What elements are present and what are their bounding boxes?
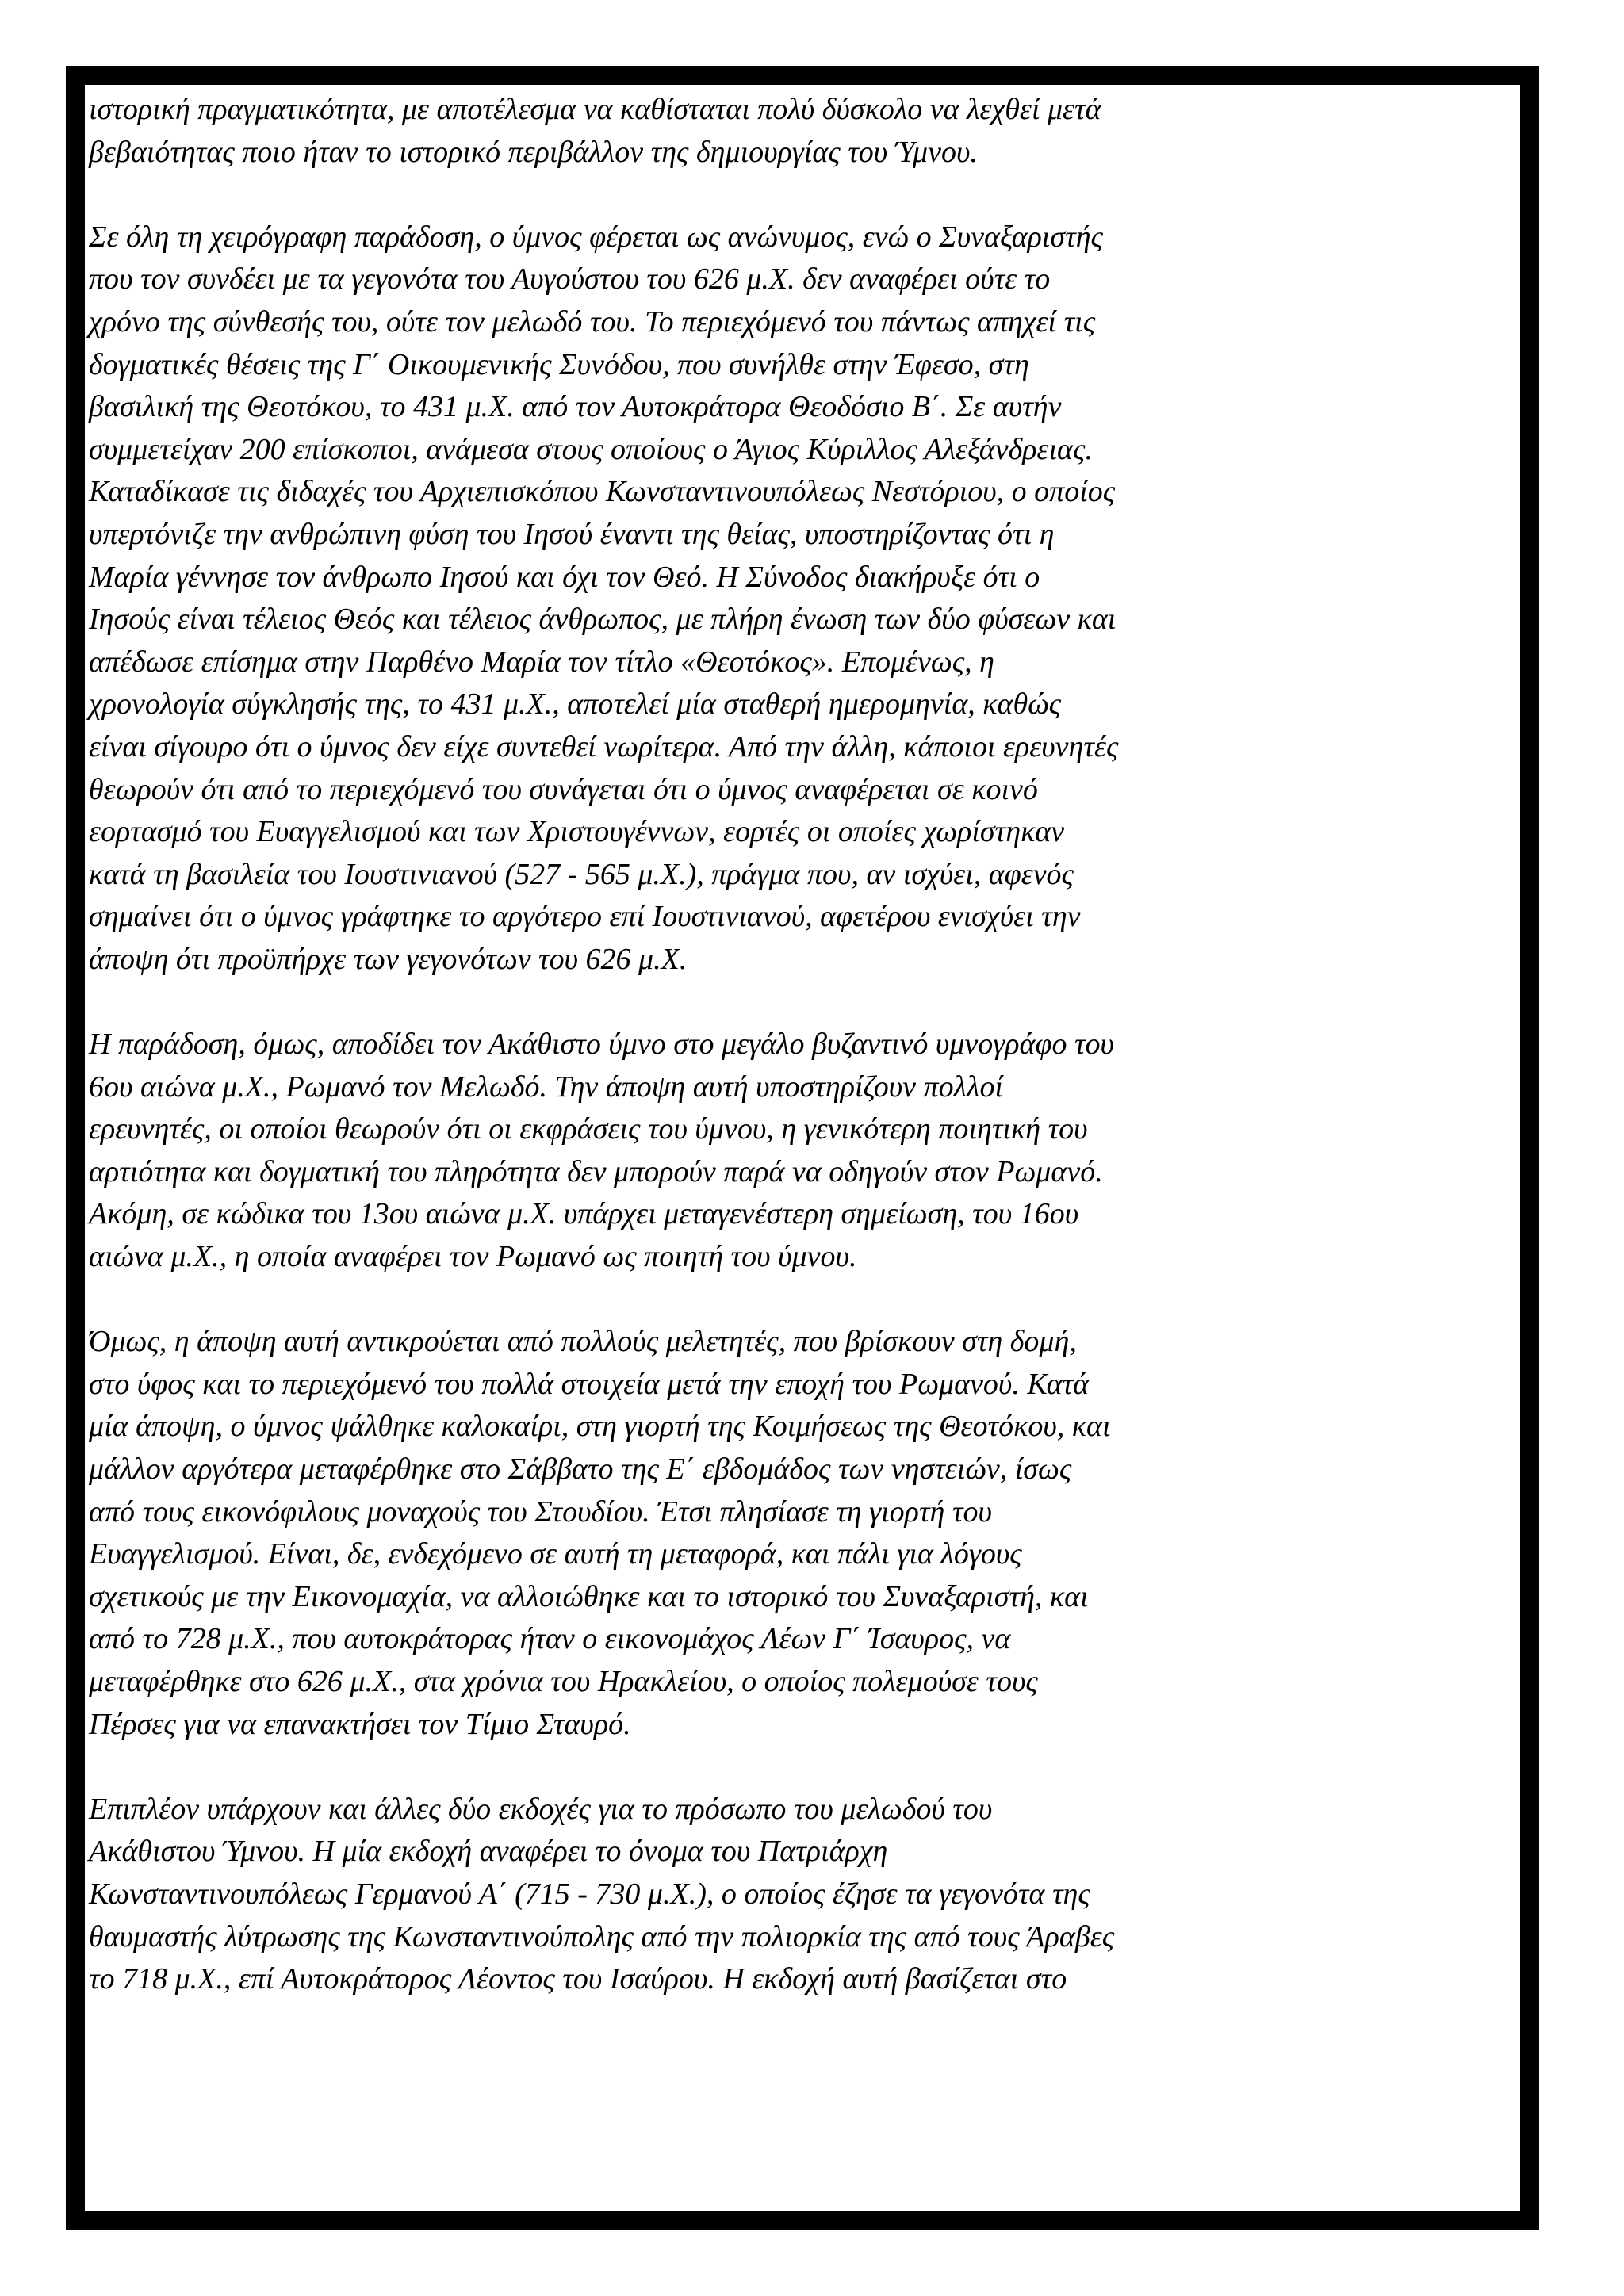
paragraph-5 bbox=[89, 1789, 1411, 2001]
text-line: Σε όλη τη χειρόγραφη παράδοση, ο ύμνος φέρεται ως ανώνυμος, ενώ ο Συναξαριστής bbox=[89, 220, 1103, 254]
text-line: Ακόμη, σε κώδικα του 13ου αιώνα μ.Χ. υπάρχει μεταγενέστερη σημείωση, του 16ου bbox=[89, 1197, 1079, 1231]
text-line: Η παράδοση, όμως, αποδίδει τον Ακάθιστο ύμνο στο μεγάλο βυζαντινό υμνογράφο του bbox=[89, 1027, 1115, 1062]
text-line: κατά τη βασιλεία του Ιουστινιανού (527 - 565 μ.Χ.), πράγμα που, αν ισχύει, αφενός bbox=[89, 857, 1074, 891]
text-line: χρονολογία σύγκλησής της, το 431 μ.Χ., αποτελεί μία σταθερή ημερομηνία, καθώς bbox=[89, 687, 1062, 721]
text-line: 6ου αιώνα μ.Χ., Ρωμανό τον Μελωδό. Την άποψη αυτή υποστηρίζουν πολλοί bbox=[89, 1070, 1004, 1104]
text-line: σημαίνει ότι ο ύμνος γράφτηκε το αργότερο επί Ιουστινιανού, αφετέρου ενισχύει την bbox=[89, 900, 1081, 934]
paragraph-2 bbox=[89, 216, 1411, 982]
text-line: θαυμαστής λύτρωσης της Κωνσταντινούπολης από την πολιορκία της από τους Άραβες bbox=[89, 1919, 1115, 1954]
text-line: μάλλον αργότερα μεταφέρθηκε στο Σάββατο της Ε΄ εβδομάδος των νηστειών, ίσως bbox=[89, 1452, 1072, 1486]
text-line: Επιπλέον υπάρχουν και άλλες δύο εκδοχές για το πρόσωπο του μελωδού του bbox=[89, 1792, 993, 1826]
text-line: συμμετείχαν 200 επίσκοποι, ανάμεσα στους οποίους ο Άγιος Κύριλλος Αλεξάνδρειας. bbox=[89, 432, 1093, 466]
text-line: θεωρούν ότι από το περιεχόμενό του συνάγεται ότι ο ύμνος αναφέρεται σε κοινό bbox=[89, 772, 1038, 806]
text-line: αιώνα μ.Χ., η οποία αναφέρει τον Ρωμανό ως ποιητή του ύμνου. bbox=[89, 1240, 857, 1274]
text-line: υπερτόνιζε την ανθρώπινη φύση του Ιησού έναντι της θείας, υποστηρίζοντας ότι η bbox=[89, 517, 1055, 551]
document-body bbox=[89, 89, 1411, 2043]
text-line: δογματικές θέσεις της Γ΄ Οικουμενικής Συνόδου, που συνήλθε στην Έφεσο, στη bbox=[89, 347, 1029, 381]
text-line: από τους εικονόφιλους μοναχούς του Στουδίου. Έτσι πλησίασε τη γιορτή του bbox=[89, 1494, 992, 1529]
text-line: άποψη ότι προϋπήρχε των γεγονότων του 626 μ.Χ. bbox=[89, 942, 688, 976]
text-line: που τον συνδέει με τα γεγονότα του Αυγούστου του 626 μ.Χ. δεν αναφέρει ούτε το bbox=[89, 262, 1051, 297]
text-line: βεβαιότητας ποιο ήταν το ιστορικό περιβάλλον της δημιουργίας του Ύμνου. bbox=[89, 135, 978, 169]
text-line: στο ύφος και το περιεχόμενό του πολλά στοιχεία μετά την εποχή του Ρωμανού. Κατά bbox=[89, 1367, 1090, 1401]
text-line: μεταφέρθηκε στο 626 μ.Χ., στα χρόνια του Ηρακλείου, ο οποίος πολεμούσε τους bbox=[89, 1664, 1038, 1698]
text-line: χρόνο της σύνθεσής του, ούτε τον μελωδό του. Το περιεχόμενό του πάντως απηχεί τις bbox=[89, 304, 1096, 339]
text-line: σχετικούς με την Εικονομαχία, να αλλοιώθηκε και το ιστορικό του Συναξαριστή, και bbox=[89, 1579, 1089, 1613]
text-line: Όμως, η άποψη αυτή αντικρούεται από πολλούς μελετητές, που βρίσκουν στη δομή, bbox=[89, 1325, 1077, 1359]
text-line: Καταδίκασε τις διδαχές του Αρχιεπισκόπου Κωνσταντινουπόλεως Νεστόριου, ο οποίος bbox=[89, 475, 1116, 509]
paragraph-3 bbox=[89, 1024, 1411, 1279]
paragraph-1 bbox=[89, 89, 1411, 174]
text-line: το 718 μ.Χ., επί Αυτοκράτορος Λέοντος του Ισαύρου. Η εκδοχή αυτή βασίζεται στο bbox=[89, 1962, 1067, 1996]
text-line: Ιησούς είναι τέλειος Θεός και τέλειος άνθρωπος, με πλήρη ένωση των δύο φύσεων και bbox=[89, 603, 1116, 637]
text-line: βασιλική της Θεοτόκου, το 431 μ.Χ. από τον Αυτοκράτορα Θεοδόσιο Β΄. Σε αυτήν bbox=[89, 390, 1062, 424]
text-line: ιστορική πραγματικότητα, με αποτέλεσμα να καθίσταται πολύ δύσκολο να λεχθεί μετά bbox=[89, 93, 1101, 126]
text-line: μία άποψη, ο ύμνος ψάλθηκε καλοκαίρι, στη γιορτή της Κοιμήσεως της Θεοτόκου, και bbox=[89, 1410, 1111, 1444]
text-line: Μαρία γέννησε τον άνθρωπο Ιησού και όχι τον Θεό. Η Σύνοδος διακήρυξε ότι ο bbox=[89, 560, 1040, 594]
text-line: από το 728 μ.Χ., που αυτοκράτορας ήταν ο εικονομάχος Λέων Γ΄ Ίσαυρος, να bbox=[89, 1622, 1011, 1656]
text-line: απέδωσε επίσημα στην Παρθένο Μαρία τον τίτλο «Θεοτόκος». Επομένως, η bbox=[89, 645, 995, 679]
text-line: Πέρσες για να επανακτήσει τον Τίμιο Σταυρό. bbox=[89, 1707, 631, 1741]
text-line: αρτιότητα και δογματική του πληρότητα δεν μπορούν παρά να οδηγούν στον Ρωμανό. bbox=[89, 1154, 1103, 1188]
text-line: ερευνητές, οι οποίοι θεωρούν ότι οι εκφράσεις του ύμνου, η γενικότερη ποιητική του bbox=[89, 1112, 1088, 1146]
text-line: είναι σίγουρο ότι ο ύμνος δεν είχε συντεθεί νωρίτερα. Από την άλλη, κάποιοι ερευνητές bbox=[89, 729, 1119, 763]
paragraph-4 bbox=[89, 1321, 1411, 1746]
text-line: Κωνσταντινουπόλεως Γερμανού Α΄ (715 - 730 μ.Χ.), ο οποίος έζησε τα γεγονότα της bbox=[89, 1877, 1090, 1911]
text-line: Ακάθιστου Ύμνου. Η μία εκδοχή αναφέρει το όνομα του Πατριάρχη bbox=[89, 1835, 888, 1869]
text-line: Ευαγγελισμού. Είναι, δε, ενδεχόμενο σε αυτή τη μεταφορά, και πάλι για λόγους bbox=[89, 1537, 1022, 1571]
text-line: εορτασμό του Ευαγγελισμού και των Χριστουγέννων, εορτές οι οποίες χωρίστηκαν bbox=[89, 815, 1065, 849]
